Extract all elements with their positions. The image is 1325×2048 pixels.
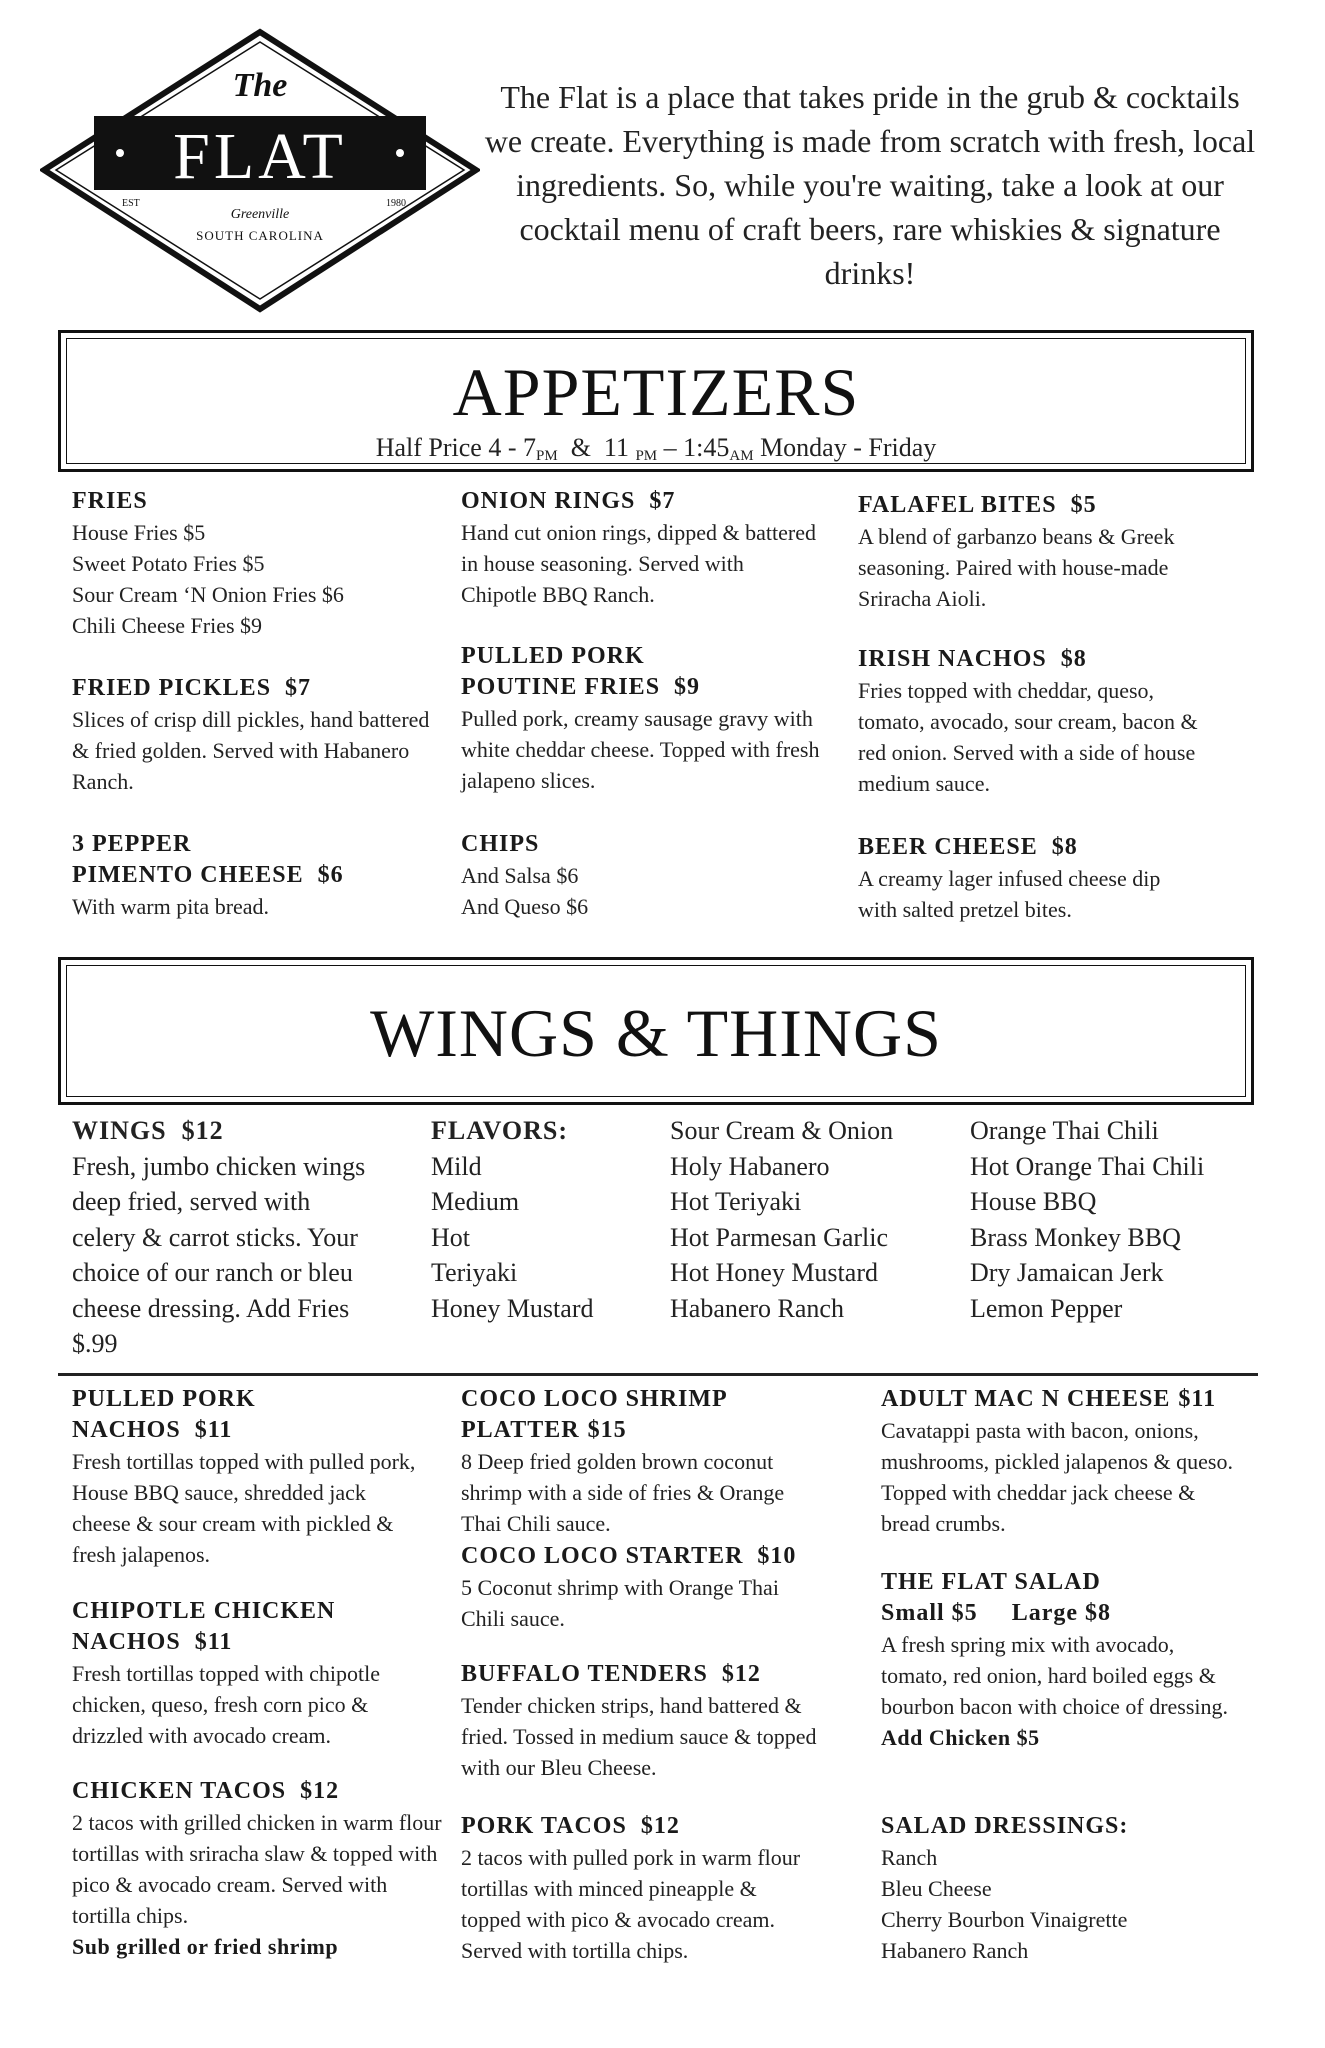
logo-the: The — [232, 67, 288, 104]
item-desc: 8 Deep fried golden brown coconut shrimp with a side of fries & Orange Thai Chili sauce. — [461, 1449, 785, 1536]
item-title: IRISH NACHOS $8 — [858, 646, 1087, 672]
flavor: Habanero Ranch — [670, 1293, 844, 1323]
item-title: POUTINE FRIES $9 — [461, 674, 701, 700]
item-line: Sour Cream ‘N Onion Fries $6 — [72, 582, 344, 607]
menu-item-chipotle-chicken-nachos — [72, 1596, 432, 1751]
flavor: Dry Jamaican Jerk — [970, 1258, 1164, 1287]
flavor: Honey Mustard — [431, 1293, 594, 1323]
flavor: House BBQ — [970, 1187, 1097, 1216]
item-price: $12 — [640, 1813, 680, 1839]
logo-est: EST — [122, 198, 140, 209]
flavor: Mild — [431, 1151, 482, 1181]
menu-item-poutine-fries — [461, 641, 821, 796]
item-desc: Tender chicken strips, hand battered & fried. Tossed in medium sauce & topped with our Bleu Cheese. — [461, 1693, 817, 1780]
item-line: Ranch — [881, 1845, 938, 1870]
item-title: FRIED PICKLES $7 — [72, 675, 312, 701]
intro-text: The Flat is a place that takes pride in the grub & cocktails we create. Everything is made from scratch with fresh, local ingredients. So, while you're waiting, take a look at our cocktail menu of craft beers, rare whiskies & signature drinks! — [484, 79, 1256, 291]
item-line: And Queso $6 — [461, 894, 589, 919]
item-desc: A creamy lager infused cheese dip with salted pretzel bites. — [858, 866, 1161, 922]
menu-item-chicken-tacos — [72, 1776, 442, 1962]
item-desc: 5 Coconut shrimp with Orange Thai Chili sauce. — [461, 1575, 779, 1631]
item-title: WINGS $12 — [72, 1116, 224, 1145]
salad-large: Large $8 — [1011, 1600, 1111, 1626]
item-title: ADULT MAC N CHEESE $11 — [881, 1386, 1217, 1412]
menu-item-beer-cheese — [858, 832, 1218, 925]
wings-things-title: WINGS & THINGS — [370, 995, 942, 1071]
item-title: FRIES — [72, 488, 148, 514]
item-price: $12 — [181, 1116, 224, 1145]
item-desc: Hand cut onion rings, dipped & battered in house seasoning. Served with Chipotle BBQ Ranch. — [461, 520, 816, 607]
flavor: Brass Monkey BBQ — [970, 1222, 1181, 1252]
logo-year: 1980 — [386, 198, 406, 209]
flavor: Holy Habanero — [670, 1151, 830, 1181]
item-price: $8 — [1051, 834, 1078, 860]
item-price: $11 — [194, 1629, 233, 1655]
item-add-on: Sub grilled or fried shrimp — [72, 1934, 339, 1959]
item-price: $12 — [721, 1661, 761, 1687]
menu-item-chips — [461, 829, 821, 922]
menu-item-coco-loco-starter — [461, 1541, 841, 1634]
item-line: House Fries $5 — [72, 520, 206, 545]
flavor: Medium — [431, 1187, 520, 1216]
item-title-line1: COCO LOCO SHRIMP — [461, 1386, 728, 1412]
item-title: THE FLAT SALAD — [881, 1569, 1101, 1595]
item-desc: Cavatappi pasta with bacon, onions, mushrooms, pickled jalapenos & queso. Topped with cheddar jack cheese & bread crumbs. — [881, 1418, 1233, 1536]
item-price: $9 — [674, 674, 701, 700]
item-title: CHICKEN TACOS $12 — [72, 1778, 340, 1804]
item-line: Chili Cheese Fries $9 — [72, 613, 263, 638]
item-line: Cherry Bourbon Vinaigrette — [881, 1907, 1128, 1932]
item-title: FALAFEL BITES $5 — [858, 492, 1097, 518]
menu-item-pimento-cheese — [72, 829, 432, 922]
item-desc: A blend of garbanzo beans & Greek seasoning. Paired with house-made Sriracha Aioli. — [858, 524, 1175, 611]
menu-item-salad-dressings — [881, 1811, 1241, 1966]
flavor: Hot — [431, 1222, 470, 1252]
flavor: Teriyaki — [431, 1258, 518, 1287]
logo-flat: FLAT — [173, 120, 347, 193]
item-desc: A fresh spring mix with avocado, tomato, red onion, hard boiled eggs & bourbon bacon with choice of dressing. — [881, 1632, 1229, 1719]
item-title-line1: PULLED PORK — [461, 643, 645, 669]
item-title: NACHOS $11 — [72, 1629, 233, 1655]
flavors-column-3 — [970, 1113, 1204, 1326]
flavor: Lemon Pepper — [970, 1293, 1123, 1323]
item-line: Habanero Ranch — [881, 1938, 1029, 1963]
item-title: BUFFALO TENDERS $12 — [461, 1661, 761, 1687]
item-price: $8 — [1060, 646, 1087, 672]
item-title: PORK TACOS $12 — [461, 1813, 680, 1839]
menu-item-adult-mac-n-cheese — [881, 1384, 1256, 1539]
flavor: Hot Orange Thai Chili — [970, 1151, 1205, 1181]
salad-sizes — [881, 1598, 1241, 1629]
menu-item-fried-pickles — [72, 673, 432, 797]
item-price: $15 — [587, 1417, 627, 1443]
item-price: $7 — [649, 488, 676, 514]
item-desc: Fries topped with cheddar, queso, tomato, avocado, sour cream, bacon & red onion. Served with a side of house medium sauce. — [858, 678, 1198, 796]
appetizers-title: APPETIZERS — [452, 354, 860, 430]
item-title: BEER CHEESE $8 — [858, 834, 1078, 860]
menu-item-falafel-bites — [858, 490, 1218, 614]
menu-item-pulled-pork-nachos — [72, 1384, 432, 1570]
item-line: Bleu Cheese — [881, 1876, 992, 1901]
item-desc: Fresh tortillas topped with pulled pork, House BBQ sauce, shredded jack cheese & sour cream with pickled & fresh jalapenos. — [72, 1449, 416, 1567]
item-price: $5 — [1070, 492, 1097, 518]
item-title: PIMENTO CHEESE $6 — [72, 862, 344, 888]
item-title: COCO LOCO STARTER $10 — [461, 1543, 797, 1569]
item-desc: 2 tacos with grilled chicken in warm flour tortillas with sriracha slaw & topped with pico & avocado cream. Served with tortilla chips. — [72, 1810, 442, 1928]
menu-item-irish-nachos — [858, 644, 1218, 799]
item-title-line1: CHIPOTLE CHICKEN — [72, 1598, 336, 1624]
logo-city: Greenville — [230, 207, 290, 222]
item-line: Sweet Potato Fries $5 — [72, 551, 265, 576]
item-price: $6 — [317, 862, 344, 888]
flavor: Hot Teriyaki — [670, 1187, 802, 1216]
item-title: NACHOS $11 — [72, 1417, 233, 1443]
item-desc: Fresh tortillas topped with chipotle chicken, queso, fresh corn pico & drizzled with avocado cream. — [72, 1661, 380, 1748]
item-title: PLATTER $15 — [461, 1417, 627, 1443]
item-desc: Fresh, jumbo chicken wings deep fried, served with celery & carrot sticks. Your choice of our ranch or bleu cheese dressing. Add Fries $.99 — [72, 1151, 366, 1358]
item-title-line1: PULLED PORK — [72, 1386, 256, 1412]
item-desc: Pulled pork, creamy sausage gravy with white cheddar cheese. Topped with fresh jalapeno slices. — [461, 706, 820, 793]
flavors-column-1 — [431, 1113, 593, 1326]
item-desc: With warm pita bread. — [72, 894, 270, 919]
menu-item-pork-tacos — [461, 1811, 821, 1966]
the-flat-logo — [40, 28, 480, 313]
flavor: Sour Cream & Onion — [670, 1116, 894, 1145]
flavor: Hot Honey Mustard — [670, 1258, 878, 1287]
item-line: And Salsa $6 — [461, 863, 579, 888]
item-price: $10 — [757, 1543, 797, 1569]
item-title: CHIPS — [461, 831, 540, 857]
salad-small: Small $5 — [881, 1600, 978, 1626]
logo-state: SOUTH CAROLINA — [196, 228, 324, 243]
item-desc: Slices of crisp dill pickles, hand battered & fried golden. Served with Habanero Ranch. — [72, 707, 430, 794]
menu-item-buffalo-tenders — [461, 1659, 821, 1783]
item-title: ONION RINGS $7 — [461, 488, 676, 514]
item-price: $11 — [194, 1417, 233, 1443]
item-price: $11 — [1178, 1386, 1217, 1412]
item-price: $7 — [285, 675, 312, 701]
menu-item-wings — [72, 1113, 372, 1362]
item-add-on: Add Chicken $5 — [881, 1725, 1040, 1750]
item-desc: 2 tacos with pulled pork in warm flour tortillas with minced pineapple & topped with pico & avocado cream. Served with tortilla chips. — [461, 1845, 801, 1963]
section-divider — [58, 1373, 1258, 1376]
menu-item-fries — [72, 486, 432, 641]
flavor: Orange Thai Chili — [970, 1116, 1159, 1145]
wings-things-header — [58, 957, 1254, 1105]
flavor: Hot Parmesan Garlic — [670, 1222, 889, 1252]
menu-item-coco-loco-shrimp-platter — [461, 1384, 821, 1539]
appetizers-header — [58, 330, 1254, 472]
appetizers-happy-hour: Half Price $4 - 7_{PM}$ & 11 $_{PM} - 1:45_{AM}$ Monday - Friday — [375, 433, 937, 464]
menu-item-the-flat-salad — [881, 1567, 1241, 1753]
item-price: $12 — [300, 1778, 340, 1804]
item-title-line1: 3 PEPPER — [72, 831, 192, 857]
item-title: SALAD DRESSINGS: — [881, 1813, 1129, 1839]
flavors-label: FLAVORS: — [431, 1116, 569, 1145]
menu-item-onion-rings — [461, 486, 821, 610]
flavors-column-2 — [670, 1113, 893, 1326]
